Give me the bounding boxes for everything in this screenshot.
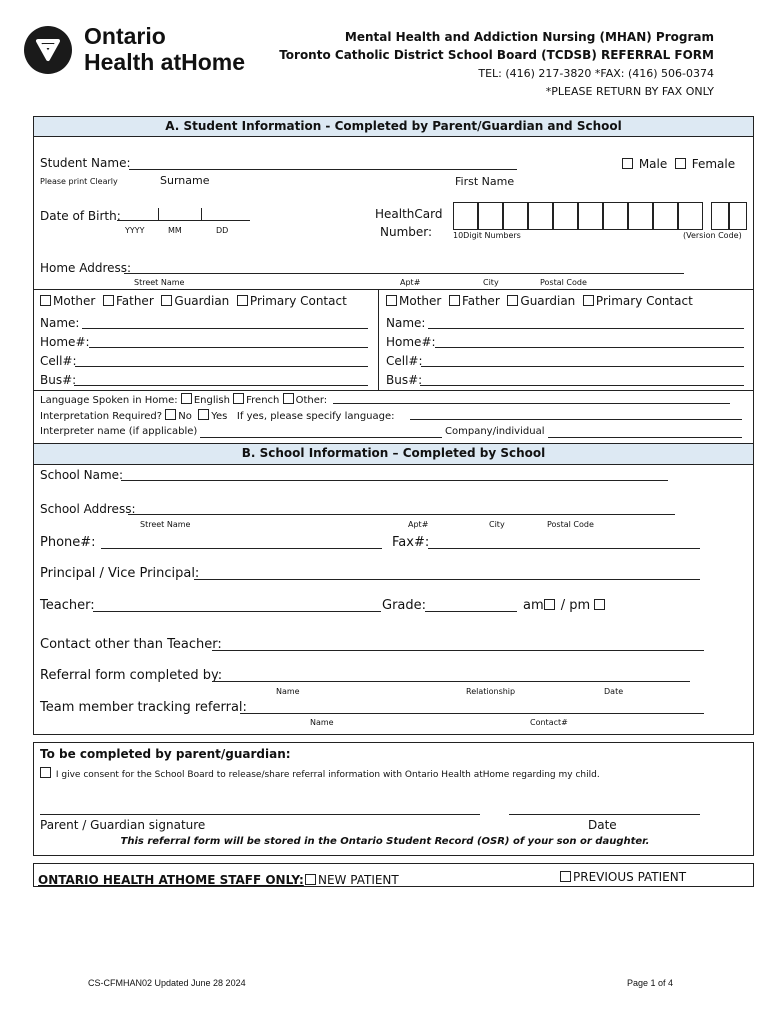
previous-patient-label: PREVIOUS PATIENT bbox=[573, 870, 687, 884]
team-member-label: Team member tracking referral: bbox=[40, 700, 247, 715]
form-id: CS-CFMHAN02 Updated June 28 2024 bbox=[88, 978, 246, 988]
school-postal-caption: Postal Code bbox=[547, 520, 594, 529]
health-card-label: HealthCard bbox=[375, 207, 443, 221]
health-card-digit[interactable] bbox=[528, 202, 553, 230]
consent-title: To be completed by parent/guardian: bbox=[40, 747, 291, 761]
health-card-digit[interactable] bbox=[603, 202, 628, 230]
female-label: Female bbox=[691, 157, 736, 171]
page-number: Page 1 of 4 bbox=[627, 978, 674, 988]
father-checkbox[interactable] bbox=[449, 295, 460, 306]
dob-divider bbox=[158, 208, 159, 220]
contact1-home-field[interactable] bbox=[89, 347, 368, 348]
health-card-digit[interactable] bbox=[503, 202, 528, 230]
company-field[interactable] bbox=[548, 437, 742, 438]
consent-text: I give consent for the School Board to release/share referral information with Ontario Health atHome regarding my child. bbox=[55, 770, 600, 780]
ref-relationship-caption: Relationship bbox=[466, 687, 516, 696]
dob-field[interactable] bbox=[117, 220, 250, 221]
team-member-field[interactable] bbox=[240, 713, 704, 714]
team-contact-caption: Contact# bbox=[530, 718, 568, 727]
health-card-digit[interactable] bbox=[653, 202, 678, 230]
grade-field[interactable] bbox=[425, 611, 517, 612]
contact-numbers: TEL: (416) 217-3820 *FAX: (416) 506-0374 bbox=[478, 67, 714, 80]
surname-caption: Surname bbox=[160, 174, 210, 187]
language-row: Language Spoken in Home: English French Other: bbox=[40, 395, 328, 406]
contact1-bus-field[interactable] bbox=[74, 385, 368, 386]
contact2-relationship: Mother Father Guardian Primary Contact bbox=[386, 294, 693, 308]
interp-language-field[interactable] bbox=[410, 419, 742, 420]
father-checkbox[interactable] bbox=[103, 295, 114, 306]
interp-yes-checkbox[interactable] bbox=[198, 409, 209, 420]
teacher-field[interactable] bbox=[93, 611, 381, 612]
principal-field[interactable] bbox=[194, 579, 700, 580]
signature-field[interactable] bbox=[40, 814, 480, 815]
contact1-cell-field[interactable] bbox=[75, 366, 368, 367]
print-clearly-note: Please print Clearly bbox=[40, 177, 118, 186]
ref-name-caption: Name bbox=[276, 687, 300, 696]
mm-caption: MM bbox=[168, 226, 182, 235]
apt-caption: Apt# bbox=[400, 278, 421, 287]
pm-checkbox[interactable] bbox=[594, 599, 605, 610]
grade-label: Grade: bbox=[382, 598, 427, 613]
home-address-field[interactable] bbox=[124, 273, 684, 274]
new-patient-checkbox[interactable] bbox=[305, 874, 316, 885]
health-card-digit[interactable] bbox=[478, 202, 503, 230]
contact2-bus-field[interactable] bbox=[420, 385, 744, 386]
section-b-header: B. School Information – Completed by School bbox=[33, 443, 754, 465]
consent-date-field[interactable] bbox=[509, 814, 700, 815]
primary-contact-checkbox[interactable] bbox=[237, 295, 248, 306]
health-card-digit[interactable] bbox=[678, 202, 703, 230]
logo-line1: Ontario bbox=[84, 23, 166, 49]
contact1-cell-label: Cell#: bbox=[40, 354, 77, 368]
section-a-header: A. Student Information - Completed by Parent/Guardian and School bbox=[33, 116, 754, 137]
contact-other-field[interactable] bbox=[212, 650, 704, 651]
new-patient-label: NEW PATIENT bbox=[318, 873, 399, 887]
sex-options bbox=[622, 157, 735, 171]
form-title: Mental Health and Addiction Nursing (MHAN) Program bbox=[344, 30, 714, 44]
first-name-caption: First Name bbox=[455, 175, 515, 188]
ontario-trillium-logo bbox=[24, 26, 72, 74]
interpreter-name-field[interactable] bbox=[200, 437, 442, 438]
trillium-icon bbox=[24, 26, 72, 74]
contacts-divider bbox=[378, 289, 379, 390]
version-code-box[interactable] bbox=[711, 202, 729, 230]
mother-checkbox[interactable] bbox=[40, 295, 51, 306]
interpreter-name-label: Interpreter name (if applicable) bbox=[40, 426, 198, 437]
divider bbox=[33, 289, 754, 290]
version-code-caption: (Version Code) bbox=[683, 231, 742, 240]
dd-caption: DD bbox=[216, 226, 229, 235]
new-patient-option bbox=[305, 873, 399, 887]
staff-only-label: ONTARIO HEALTH ATHOME STAFF ONLY: bbox=[38, 873, 304, 887]
am-pm-options: am / pm bbox=[523, 598, 607, 613]
contact2-cell-field[interactable] bbox=[421, 366, 744, 367]
logo-line2: Health atHome bbox=[84, 49, 246, 75]
school-street-caption: Street Name bbox=[140, 520, 191, 529]
contact2-name-label: Name: bbox=[386, 316, 426, 330]
ten-digit-caption: 10Digit Numbers bbox=[453, 231, 521, 240]
language-label: Language Spoken in Home: bbox=[40, 395, 178, 406]
other-language-checkbox[interactable] bbox=[283, 393, 294, 404]
contact2-home-field[interactable] bbox=[435, 347, 744, 348]
health-card-number-label: Number: bbox=[380, 225, 433, 239]
form-subtitle: Toronto Catholic District School Board (TCDSB) REFERRAL FORM bbox=[279, 48, 714, 62]
contact2-name-field[interactable] bbox=[428, 328, 744, 329]
divider bbox=[33, 390, 754, 391]
teacher-label: Teacher: bbox=[40, 598, 95, 613]
return-note: *PLEASE RETURN BY FAX ONLY bbox=[545, 85, 714, 98]
signature-label: Parent / Guardian signature bbox=[40, 818, 206, 832]
contact2-home-label: Home#: bbox=[386, 335, 436, 349]
health-card-digit[interactable] bbox=[628, 202, 653, 230]
school-name-field[interactable] bbox=[121, 480, 668, 481]
referral-completed-field[interactable] bbox=[213, 681, 690, 682]
school-name-label: School Name: bbox=[40, 468, 124, 482]
fax-field[interactable] bbox=[428, 548, 700, 549]
female-checkbox[interactable] bbox=[675, 158, 686, 169]
guardian-checkbox[interactable] bbox=[161, 295, 172, 306]
primary-contact-checkbox[interactable] bbox=[583, 295, 594, 306]
contact1-bus-label: Bus#: bbox=[40, 373, 77, 387]
phone-label: Phone#: bbox=[40, 535, 96, 550]
company-label: Company/individual bbox=[445, 426, 545, 437]
contact2-bus-label: Bus#: bbox=[386, 373, 423, 387]
french-checkbox[interactable] bbox=[233, 393, 244, 404]
yyyy-caption: YYYY bbox=[125, 226, 145, 235]
interp-specify-label: If yes, please specify language: bbox=[236, 411, 395, 422]
consent-date-label: Date bbox=[588, 818, 617, 832]
interpretation-row: Interpretation Required? No Yes If yes, please specify language: bbox=[40, 411, 395, 422]
dob-label: Date of Birth: bbox=[40, 209, 121, 223]
phone-field[interactable] bbox=[101, 548, 382, 549]
contact2-cell-label: Cell#: bbox=[386, 354, 423, 368]
consent-checkbox[interactable] bbox=[40, 767, 51, 778]
city-caption: City bbox=[483, 278, 499, 287]
version-code-box[interactable] bbox=[729, 202, 747, 230]
student-name-label: Student Name: bbox=[40, 156, 131, 170]
health-card-digit[interactable] bbox=[578, 202, 603, 230]
contact1-relationship: Mother Father Guardian Primary Contact bbox=[40, 294, 347, 308]
postal-code-caption: Postal Code bbox=[540, 278, 587, 287]
home-address-label: Home Address: bbox=[40, 261, 132, 275]
interp-label: Interpretation Required? bbox=[40, 411, 163, 422]
school-apt-caption: Apt# bbox=[408, 520, 429, 529]
contact-other-label: Contact other than Teacher: bbox=[40, 637, 222, 652]
dob-divider bbox=[201, 208, 202, 220]
health-card-digit[interactable] bbox=[553, 202, 578, 230]
interp-no-checkbox[interactable] bbox=[165, 409, 176, 420]
health-card-digit[interactable] bbox=[453, 202, 478, 230]
other-language-field[interactable] bbox=[333, 403, 730, 404]
principal-label: Principal / Vice Principal: bbox=[40, 566, 200, 581]
contact1-home-label: Home#: bbox=[40, 335, 90, 349]
school-address-field[interactable] bbox=[128, 514, 675, 515]
previous-patient-option bbox=[560, 870, 686, 884]
am-checkbox[interactable] bbox=[544, 599, 555, 610]
previous-patient-checkbox[interactable] bbox=[560, 871, 571, 882]
team-name-caption: Name bbox=[310, 718, 334, 727]
mother-checkbox[interactable] bbox=[386, 295, 397, 306]
fax-label: Fax#: bbox=[392, 535, 430, 550]
english-checkbox[interactable] bbox=[181, 393, 192, 404]
guardian-checkbox[interactable] bbox=[507, 295, 518, 306]
male-label: Male bbox=[638, 157, 668, 171]
osr-note: This referral form will be stored in the Ontario Student Record (OSR) of your son or daughter. bbox=[120, 836, 650, 847]
consent-row bbox=[40, 767, 600, 780]
contact1-name-field[interactable] bbox=[82, 328, 368, 329]
student-name-field[interactable] bbox=[129, 169, 517, 170]
contact1-name-label: Name: bbox=[40, 316, 80, 330]
referral-completed-label: Referral form completed by: bbox=[40, 668, 223, 683]
ref-date-caption: Date bbox=[604, 687, 624, 696]
street-name-caption: Street Name bbox=[134, 278, 185, 287]
male-checkbox[interactable] bbox=[622, 158, 633, 169]
school-address-label: School Address: bbox=[40, 502, 136, 516]
school-city-caption: City bbox=[489, 520, 505, 529]
